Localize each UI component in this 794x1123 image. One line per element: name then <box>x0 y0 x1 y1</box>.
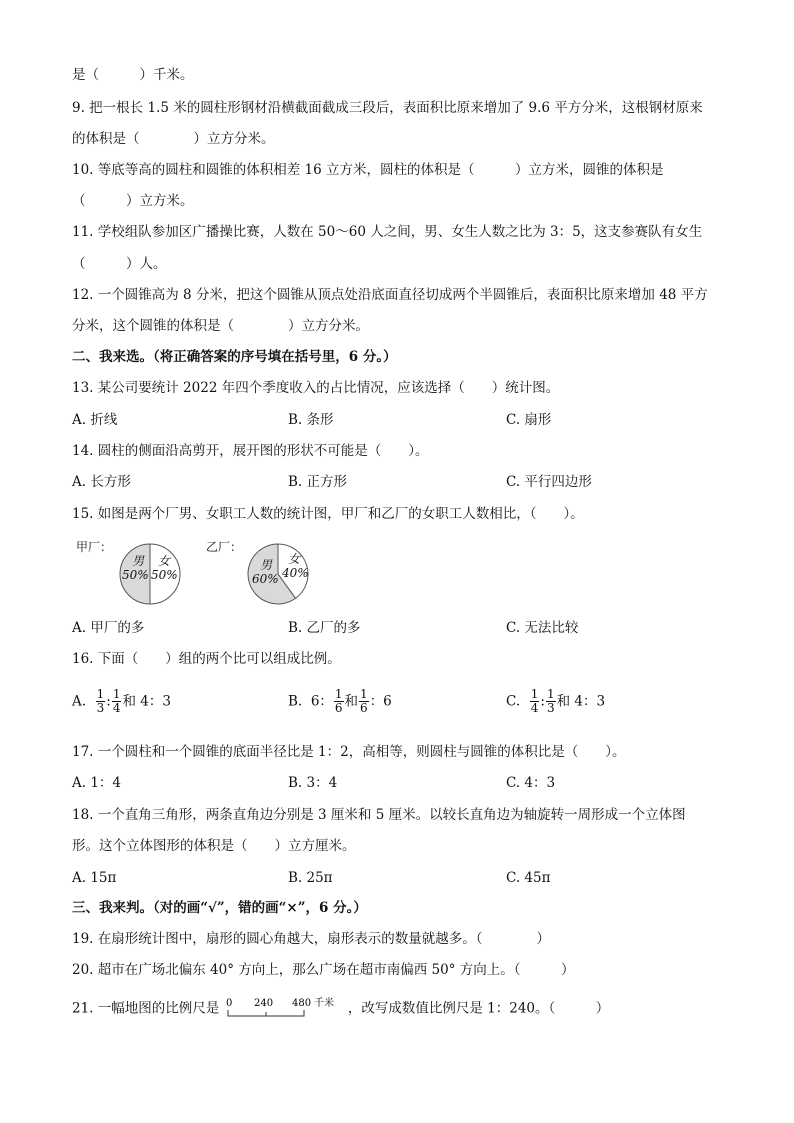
q16-b-label: B. <box>288 693 303 710</box>
pie-jia-male-label: 男 <box>132 554 145 568</box>
q18-line2: 形。这个立体图形的体积是（ ）立方厘米。 <box>72 838 356 854</box>
scale-tick-0: 0 <box>225 998 232 1009</box>
q18-line1: 18. 一个直角三角形，两条直角边分别是 3 厘米和 5 厘米。以较长直角边为轴旋转一周形成一个立体图 <box>72 807 686 823</box>
q16-b-mid: 和 <box>344 693 359 710</box>
q9-line2: 的体积是（ ）立方分米。 <box>72 131 275 147</box>
q18-option-a: A. 15π <box>72 870 117 886</box>
q16-c-label: C. <box>506 693 521 710</box>
scale-tick-240: 240 <box>253 998 273 1009</box>
q15-option-a: A. 甲厂的多 <box>72 620 145 636</box>
scale-tick-480: 480 <box>291 998 311 1009</box>
q21-suffix: ，改写成数值比例尺是 1：240。（ ） <box>347 1000 610 1017</box>
q9-line1: 9. 把一根长 1.5 米的圆柱形钢材沿横截面截成三段后，表面积比原来增加了 9.6 平方分米，这根钢材原来 <box>72 100 703 116</box>
pie-figure <box>76 536 336 610</box>
frac-den: 3 <box>96 701 105 715</box>
scale-line <box>228 1010 304 1016</box>
q21-prefix: 21. 一幅地图的比例尺是 <box>72 1000 220 1017</box>
pie-yi-name: 乙厂： <box>206 540 243 554</box>
q10-line1: 10. 等底等高的圆柱和圆锥的体积相差 16 立方米，圆柱的体积是（ ）立方米，圆锥的体积是 <box>72 162 664 178</box>
q16-a-rest: 和 4：3 <box>122 693 171 710</box>
q13-stem: 13. 某公司要统计 2022 年四个季度收入的占比情况，应该选择（ ）统计图。 <box>72 380 560 396</box>
q16-option-b <box>288 688 392 715</box>
frac-num: 1 <box>546 687 555 701</box>
q16-option-a <box>72 688 171 715</box>
q17-option-c: C. 4：3 <box>506 775 556 791</box>
section-3-heading: 三、我来判。（对的画“√”，错的画“×”，6 分。） <box>72 900 367 916</box>
frac-num: 1 <box>112 687 121 701</box>
q16-b-pre: 6： <box>310 693 333 710</box>
q21-stem <box>72 996 609 1022</box>
frac-den: 4 <box>530 701 539 715</box>
q17-option-a: A. 1：4 <box>72 775 122 791</box>
q16-a-label: A. <box>72 693 87 710</box>
q16-a-frac1 <box>96 688 106 715</box>
section-2-heading: 二、我来选。（将正确答案的序号填在括号里，6 分。） <box>72 349 397 365</box>
frac-num: 1 <box>334 687 343 701</box>
q19-stem: 19. 在扇形统计图中，扇形的圆心角越大，扇形表示的数量就越多。（ ） <box>72 931 551 947</box>
q15-option-c: C. 无法比较 <box>506 620 579 636</box>
q11-line2: （ ）人。 <box>72 256 167 272</box>
pie-yi-male-pct: 60% <box>252 572 279 586</box>
q16-b-frac2 <box>359 688 369 715</box>
q13-option-c: C. 扇形 <box>506 412 552 428</box>
frac-num: 1 <box>530 687 539 701</box>
q14-option-c: C. 平行四边形 <box>506 474 592 490</box>
q13-option-a: A. 折线 <box>72 412 118 428</box>
q10-line2: （ ）立方米。 <box>72 193 194 209</box>
frac-num: 1 <box>360 687 368 701</box>
q12-line1: 12. 一个圆锥高为 8 分米，把这个圆锥从顶点处沿底面直径切成两个半圆锥后，表面积比原来增加 48 平方 <box>72 287 708 303</box>
q14-option-b: B. 正方形 <box>288 474 348 490</box>
q11-line1: 11. 学校组队参加区广播操比赛，人数在 50～60 人之间，男、女生人数之比为 3：5，这支参赛队有女生 <box>72 224 703 240</box>
frac-den: 6 <box>334 701 343 715</box>
pie-yi-female-pct: 40% <box>282 566 309 580</box>
frac-den: 3 <box>546 701 555 715</box>
q12-line2: 分米，这个圆锥的体积是（ ）立方分米。 <box>72 318 369 334</box>
scale-bar <box>224 996 344 1022</box>
q16-c-frac1 <box>530 688 540 715</box>
frac-num: 1 <box>96 687 105 701</box>
pie-jia-name: 甲厂： <box>76 540 113 554</box>
frac-den: 6 <box>360 701 368 715</box>
q16-c-frac2 <box>546 688 556 715</box>
pie-jia-female-label: 女 <box>158 554 171 568</box>
q15-option-b: B. 乙厂的多 <box>288 620 361 636</box>
scale-unit: 千米 <box>313 998 334 1009</box>
q14-stem: 14. 圆柱的侧面沿高剪开，展开图的形状不可能是（ ）。 <box>72 443 429 459</box>
q16-a-frac2 <box>112 688 122 715</box>
q13-option-b: B. 条形 <box>288 412 334 428</box>
q16-b-rest: ：6 <box>369 693 392 710</box>
q16-option-c <box>506 688 605 715</box>
q16-b-frac1 <box>334 688 344 715</box>
q17-stem: 17. 一个圆柱和一个圆锥的底面半径比是 1：2，高相等，则圆柱与圆锥的体积比是（ ）。 <box>72 744 626 760</box>
q16-a-sep: : <box>106 693 111 710</box>
q16-c-rest: 和 4：3 <box>556 693 606 710</box>
pie-yi-female-label: 女 <box>288 552 301 566</box>
q16-stem: 16. 下面（ ）组的两个比可以组成比例。 <box>72 651 341 667</box>
pie-jia-male-pct: 50% <box>122 568 149 582</box>
q18-option-c: C. 45π <box>506 870 551 886</box>
q8-continuation: 是（ ）千米。 <box>72 67 194 83</box>
pie-yi-male-label: 男 <box>260 558 273 572</box>
q15-stem: 15. 如图是两个厂男、女职工人数的统计图，甲厂和乙厂的女职工人数相比，（ ）。 <box>72 506 584 522</box>
q16-c-sep: : <box>540 693 545 710</box>
frac-den: 4 <box>112 701 121 715</box>
q17-option-b: B. 3：4 <box>288 775 338 791</box>
q20-stem: 20. 超市在广场北偏东 40° 方向上，那么广场在超市南偏西 50° 方向上。（ ） <box>72 962 575 978</box>
q18-option-b: B. 25π <box>288 870 333 886</box>
q14-option-a: A. 长方形 <box>72 474 131 490</box>
pie-jia-female-pct: 50% <box>151 568 178 582</box>
